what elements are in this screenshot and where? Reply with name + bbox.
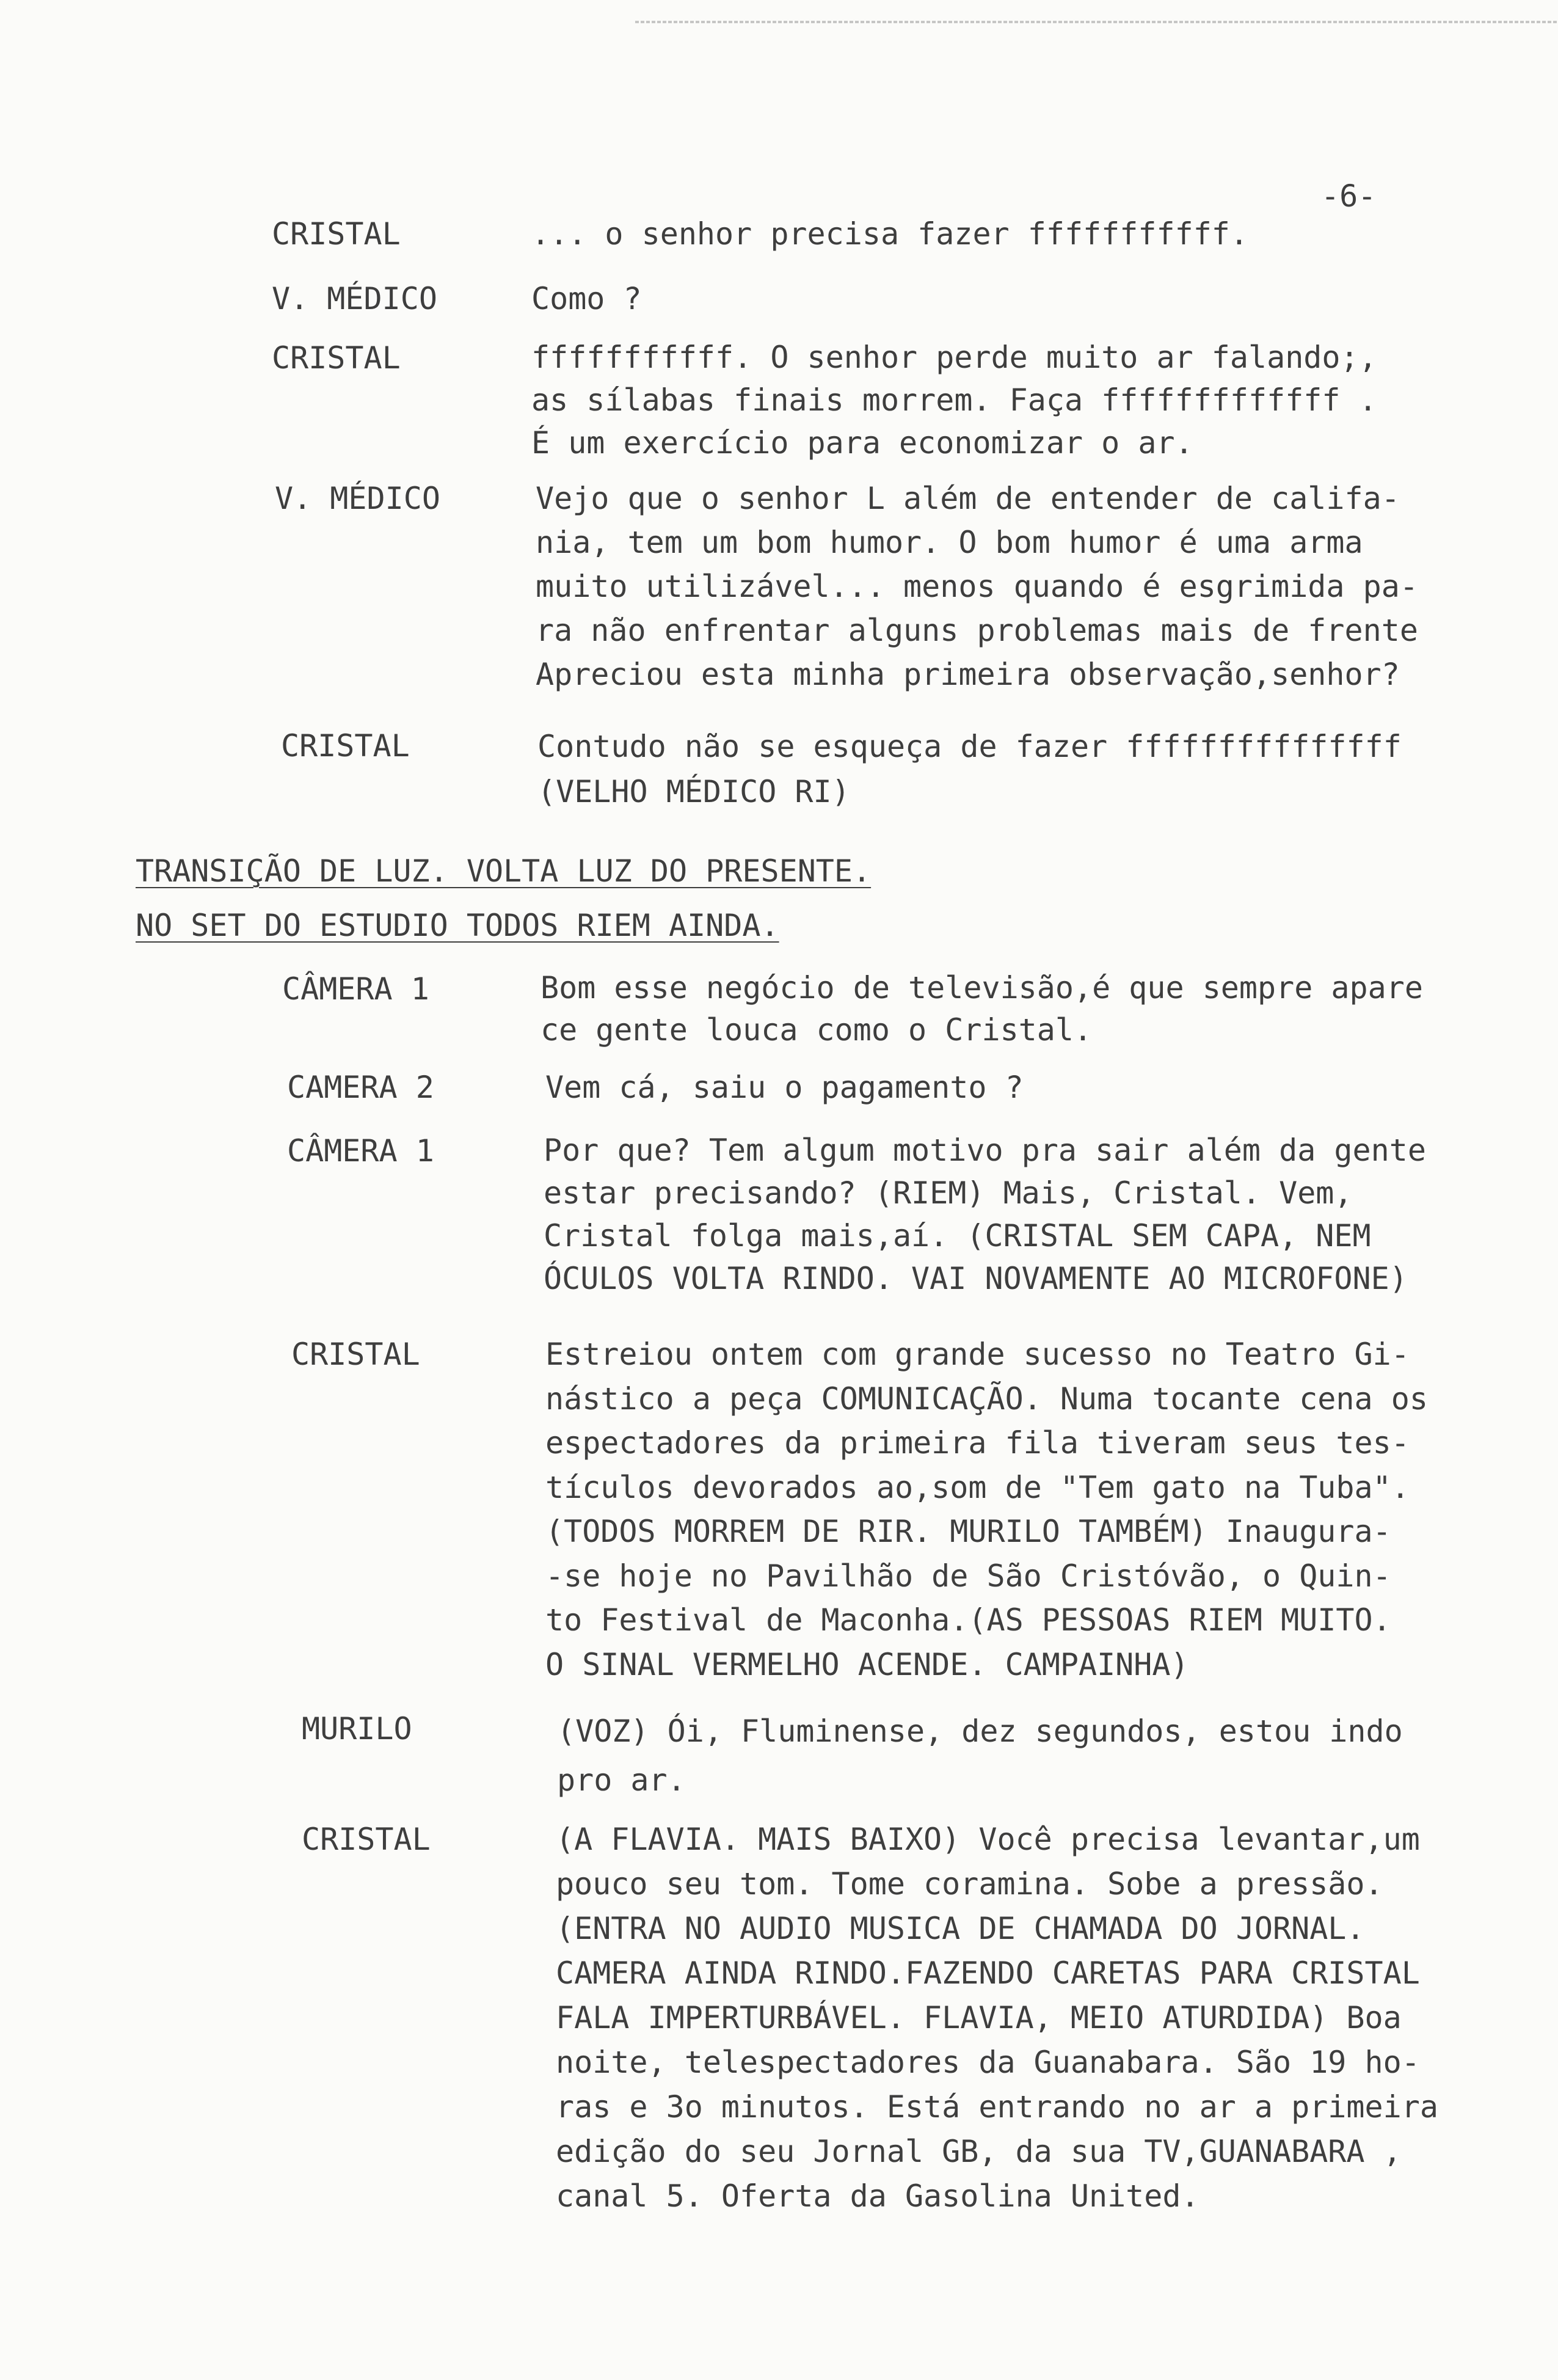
dialogue-text	[531, 336, 1377, 464]
dialogue-text	[557, 1707, 1403, 1805]
dialogue-line: CAMERA AINDA RINDO.FAZENDO CARETAS PARA CRISTAL	[556, 1955, 1420, 1991]
dialogue-line: Bom esse negócio de televisão,é que sempre apare	[541, 970, 1423, 1006]
speaker-name: V. MÉDICO	[272, 281, 437, 316]
dialogue-line: Estreiou ontem com grande sucesso no Teatro Gi-	[545, 1337, 1410, 1372]
dialogue-text	[537, 724, 1402, 814]
page-number: -6-	[1321, 178, 1377, 214]
dialogue-line: pouco seu tom. Tome coramina. Sobe a pressão.	[556, 1866, 1383, 1902]
dialogue-line: nia, tem um bom humor. O bom humor é uma arma	[536, 525, 1363, 560]
dialogue-text	[531, 212, 1248, 256]
dialogue-line: Vejo que o senhor L além de entender de califa-	[536, 481, 1400, 516]
dialogue-line: canal 5. Oferta da Gasolina United.	[556, 2178, 1199, 2214]
speaker-name: CRISTAL	[272, 216, 401, 252]
dialogue-text	[531, 277, 642, 321]
dialogue-text	[545, 1065, 1024, 1109]
dialogue-line: (TODOS MORREM DE RIR. MURILO TAMBÉM) Inaugura-	[545, 1514, 1391, 1549]
dialogue-text	[536, 476, 1418, 696]
speaker-name: CRISTAL	[272, 340, 401, 376]
dialogue-line: espectadores da primeira fila tiveram seus tes-	[545, 1425, 1410, 1461]
speaker-name: CRISTAL	[291, 1337, 420, 1372]
speaker-name: CAMERA 2	[287, 1070, 434, 1105]
dialogue-line: (VOZ) Ói, Fluminense, dez segundos, estou indo	[557, 1714, 1403, 1749]
dialogue-line: ... o senhor precisa fazer fffffffffff.	[531, 216, 1248, 252]
dialogue-line: pro ar.	[557, 1762, 686, 1798]
dialogue-line: ra não enfrentar alguns problemas mais de frente	[536, 613, 1418, 648]
dialogue-line: É um exercício para economizar o ar.	[531, 425, 1193, 461]
speaker-name: V. MÉDICO	[275, 481, 440, 516]
dialogue-line: ÓCULOS VOLTA RINDO. VAI NOVAMENTE AO MICROFONE)	[544, 1261, 1408, 1296]
dialogue-line: -se hoje no Pavilhão de São Cristóvão, o Quin-	[545, 1558, 1391, 1594]
dialogue-text	[541, 967, 1423, 1051]
dialogue-text	[556, 1817, 1438, 2219]
dialogue-line: ras e 3o minutos. Está entrando no ar a primeira	[556, 2089, 1438, 2125]
scan-edge-line	[635, 21, 1558, 23]
dialogue-line: fffffffffff. O senhor perde muito ar falando;,	[531, 340, 1377, 375]
speaker-name: CÂMERA 1	[287, 1133, 434, 1169]
dialogue-line: FALA IMPERTURBÁVEL. FLAVIA, MEIO ATURDIDA) Boa	[556, 2000, 1402, 2035]
dialogue-line: muito utilizável... menos quando é esgrimida pa-	[536, 569, 1418, 604]
dialogue-line: O SINAL VERMELHO ACENDE. CAMPAINHA)	[545, 1646, 1189, 1682]
dialogue-line: Por que? Tem algum motivo pra sair além da gente	[544, 1133, 1426, 1168]
dialogue-line: Contudo não se esqueça de fazer fffffffffffffff	[537, 729, 1402, 764]
dialogue-line: ce gente louca como o Cristal.	[541, 1012, 1093, 1048]
speaker-name: MURILO	[302, 1711, 412, 1747]
dialogue-line: Vem cá, saiu o pagamento ?	[545, 1070, 1024, 1105]
dialogue-line: to Festival de Maconha.(AS PESSOAS RIEM MUITO.	[545, 1602, 1391, 1638]
dialogue-text	[544, 1129, 1426, 1300]
dialogue-line: edição do seu Jornal GB, da sua TV,GUANABARA ,	[556, 2134, 1402, 2169]
dialogue-line: tículos devorados ao,som de "Tem gato na Tuba".	[545, 1469, 1410, 1505]
dialogue-line: Apreciou esta minha primeira observação,senhor?	[536, 657, 1400, 692]
dialogue-line: nástico a peça COMUNICAÇÃO. Numa tocante cena os	[545, 1381, 1428, 1417]
dialogue-line: noite, telespectadores da Guanabara. São 19 ho-	[556, 2045, 1420, 2080]
dialogue-line: Cristal folga mais,aí. (CRISTAL SEM CAPA, NEM	[544, 1218, 1371, 1254]
stage-direction: TRANSIÇÃO DE LUZ. VOLTA LUZ DO PRESENTE.	[136, 853, 872, 889]
dialogue-text	[545, 1332, 1428, 1687]
dialogue-line: (VELHO MÉDICO RI)	[537, 774, 850, 809]
speaker-name: CRISTAL	[302, 1822, 431, 1857]
stage-direction: NO SET DO ESTUDIO TODOS RIEM AINDA.	[136, 908, 779, 943]
dialogue-line: (A FLAVIA. MAIS BAIXO) Você precisa levantar,um	[556, 1822, 1420, 1857]
speaker-name: CÂMERA 1	[282, 971, 429, 1007]
speaker-name: CRISTAL	[281, 728, 410, 764]
dialogue-line: Como ?	[531, 281, 642, 316]
dialogue-line: (ENTRA NO AUDIO MUSICA DE CHAMADA DO JORNAL.	[556, 1911, 1365, 1946]
dialogue-line: estar precisando? (RIEM) Mais, Cristal. Vem,	[544, 1175, 1353, 1211]
dialogue-line: as sílabas finais morrem. Faça fffffffffffff .	[531, 382, 1377, 418]
